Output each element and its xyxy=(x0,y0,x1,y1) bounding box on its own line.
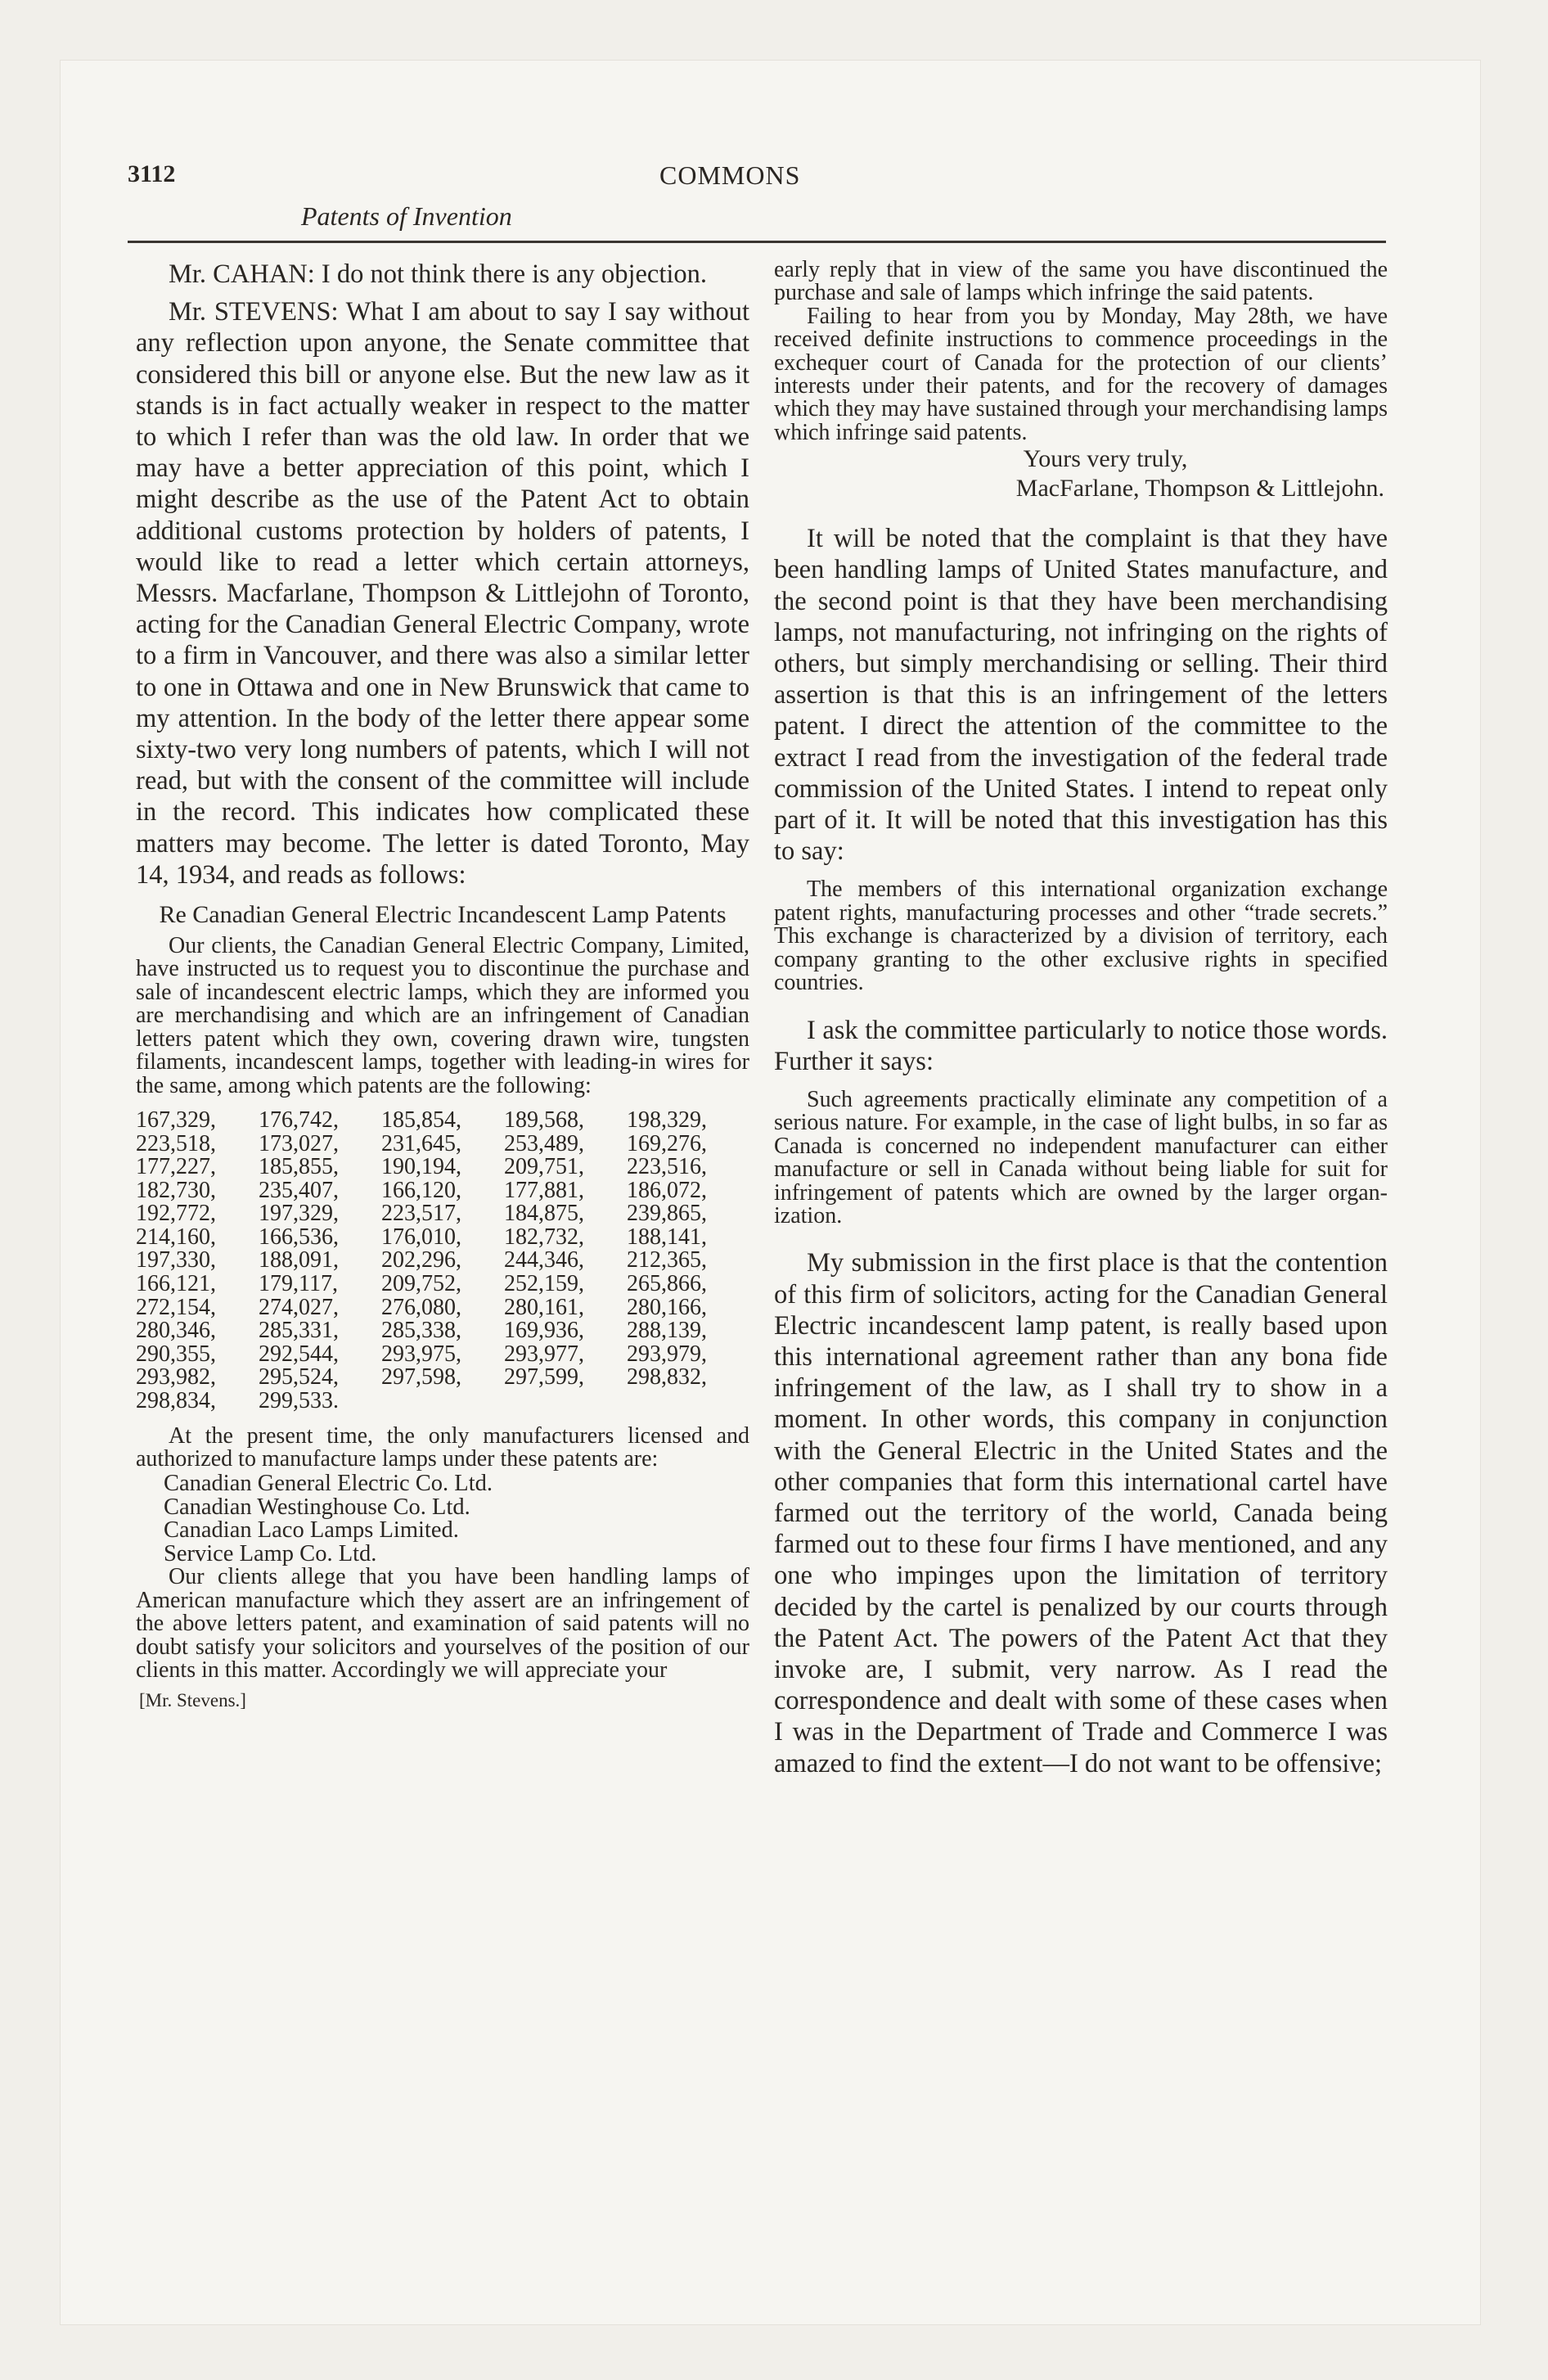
patent-number: 292,544, xyxy=(259,1341,339,1367)
licensee-item: Canadian General Electric Co. Ltd. xyxy=(164,1471,493,1497)
patent-number: 197,330, xyxy=(136,1247,216,1273)
patent-number: 166,120, xyxy=(381,1177,461,1203)
patent-number: 182,732, xyxy=(504,1224,584,1250)
quote-ftc-1: The members of this international organization exchange patent rights, manufacturing processes and other “trade secrets.” This exchange is characterized by a division of territory, each company granting to the other exclusive rights in specified countries. xyxy=(774,877,1388,996)
licensee-item: Service Lamp Co. Ltd. xyxy=(164,1540,377,1566)
patent-row xyxy=(136,1109,749,1133)
patent-number: 293,977, xyxy=(504,1341,584,1367)
letter-paragraph-4: Failing to hear from you by Monday, May 28th, we have received definite instructions to commence proceedings in the exchequer court of Canada for the protection of our clients’ interests under their patents, and for the recovery of damages which they may have sustained through your merchandising lamps which infringe said patents. xyxy=(774,303,1388,445)
running-head: COMMONS xyxy=(659,160,801,190)
patent-row xyxy=(136,1343,749,1367)
patent-number: 177,881, xyxy=(504,1177,584,1203)
letter-re-heading: Re Canadian General Electric Incandescent Lamp Patents xyxy=(159,901,727,929)
patent-number: 214,160, xyxy=(136,1224,216,1250)
patent-row xyxy=(136,1319,749,1343)
patent-number: 173,027, xyxy=(259,1130,339,1156)
letter-paragraph-3: Our clients allege that you have been handling lamps of American manufacture which they assert are an infringement of the above letters patent, and examination of said patents will no doubt satisfy your solicitors and yourselves of the position of our clients in this matter. Accordingly we will appreciate your xyxy=(136,1564,749,1684)
patent-row xyxy=(136,1366,749,1390)
patent-number: 188,091, xyxy=(259,1247,339,1273)
patent-number: 280,161, xyxy=(504,1294,584,1320)
patent-number: 197,329, xyxy=(259,1201,339,1227)
patent-number: 166,536, xyxy=(259,1224,339,1250)
patent-number: 244,346, xyxy=(504,1247,584,1273)
left-column xyxy=(136,259,749,1711)
patent-row xyxy=(136,1156,749,1179)
patent-number: 253,489, xyxy=(504,1130,584,1156)
patent-number: 179,117, xyxy=(259,1271,338,1297)
licensee-item: Canadian Laco Lamps Limited. xyxy=(164,1517,459,1544)
paragraph-stevens: Mr. STEVENS: What I am about to say I say without any reflection upon anyone, the Senate committee that considered this bill or anyone else. But the new law as it stands is in fact actually weaker in respect to the matter to which I refer than was the old law. In order that we may have a better appreciation of this point, which I might describe as the use of the Patent Act to obtain additional customs protection by holders of patents, I would like to read a letter which certain attorneys, Messrs. Macfarlane, Thompson & Littlejohn of Toronto, acting for the Canadian General Electric Company, wrote to a firm in Vancouver, and there was also a similar letter to one in Ottawa and one in New Brunswick that came to my attention. In the body of the letter there appear some sixty-two very long numbers of patents, which I will not read, but with the consent of the committee will include in the record. This indicates how complicated these matters may become. The letter is dated Toronto, May 14, 1934, and reads as follows: xyxy=(136,297,749,890)
patent-number: 184,875, xyxy=(504,1201,584,1227)
right-column xyxy=(774,259,1388,1779)
patent-numbers-table xyxy=(136,1109,749,1413)
patent-row xyxy=(136,1133,749,1156)
patent-number xyxy=(627,1390,749,1413)
patent-number xyxy=(381,1390,504,1413)
paragraph-complaint: It will be noted that the complaint is that they have been handling lamps of United States manufacture, and the second point is that they have been merchandising lamps, not manufacturing, not infringing on the rights of others, but simply merchandising or selling. Their third assertion is that this is an infringement of the letters patent. I direct the attention of the committee to the extract I read from the investigation of the federal trade commission of the United States. I intend to repeat only part of it. It will be noted that this investigation has this to say: xyxy=(774,524,1388,867)
patent-number: 293,979, xyxy=(627,1341,707,1367)
patent-number: 298,834, xyxy=(136,1388,216,1414)
patent-number: 188,141, xyxy=(627,1224,707,1250)
patent-number: 272,154, xyxy=(136,1294,216,1320)
patent-row xyxy=(136,1226,749,1250)
paragraph-submission: My submission in the first place is that the contention of this firm of solicitors, acting for the Canadian General Electric incandescent lamp patent, is really based upon this international agreement rather than any bona fide infringement of the law, as I shall try to show in a moment. In other words, this company in conjunction with the General Electric in the United States and the other companies that form this international cartel have farmed out the territory of the world, Canada being farmed out to these four firms I have mentioned, and any one who impinges upon the limitation of territory decided by the cartel is penalized by our courts through the Patent Act. The powers of the Patent Act that they invoke are, I submit, very narrow. As I read the correspondence and dealt with some of these cases when I was in the Department of Trade and Commerce I was amazed to find the extent—I do not want to be offensive; xyxy=(774,1248,1388,1778)
patent-number: 293,982, xyxy=(136,1364,216,1391)
patent-number: 169,276, xyxy=(627,1130,707,1156)
patent-number: 166,121, xyxy=(136,1271,216,1297)
patent-row xyxy=(136,1202,749,1226)
patent-number: 265,866, xyxy=(627,1271,707,1297)
licensee-item: Canadian Westinghouse Co. Ltd. xyxy=(164,1494,470,1520)
licensee-list xyxy=(136,1472,749,1566)
patent-number: 209,751, xyxy=(504,1154,584,1180)
patent-number: 212,365, xyxy=(627,1247,707,1273)
patent-number: 190,194, xyxy=(381,1154,461,1180)
patent-number: 235,407, xyxy=(259,1177,339,1203)
patent-row xyxy=(136,1249,749,1273)
patent-number: 285,338, xyxy=(381,1318,461,1344)
patent-number: 167,329, xyxy=(136,1107,216,1133)
letter-signature: MacFarlane, Thompson & Littlejohn. xyxy=(1015,475,1384,503)
patent-row xyxy=(136,1273,749,1296)
patent-number xyxy=(504,1390,627,1413)
letter-closing: Yours very truly, xyxy=(1023,445,1188,473)
patent-number: 185,855, xyxy=(259,1154,339,1180)
header-rule xyxy=(128,241,1386,243)
patent-number: 297,599, xyxy=(504,1364,584,1391)
patent-number: 209,752, xyxy=(381,1271,461,1297)
patent-row xyxy=(136,1179,749,1203)
patent-number: 223,518, xyxy=(136,1130,216,1156)
patent-number: 189,568, xyxy=(504,1107,584,1133)
patent-number: 223,517, xyxy=(381,1201,461,1227)
patent-number: 223,516, xyxy=(627,1154,707,1180)
patent-number: 274,027, xyxy=(259,1294,339,1320)
paragraph-notice: I ask the committee particularly to notice those words. Further it says: xyxy=(774,1015,1388,1076)
patent-number: 280,166, xyxy=(627,1294,707,1320)
patent-number: 185,854, xyxy=(381,1107,461,1133)
patent-number: 198,329, xyxy=(627,1107,707,1133)
patent-number: 290,355, xyxy=(136,1341,216,1367)
patent-number: 285,331, xyxy=(259,1318,339,1344)
patent-number: 177,227, xyxy=(136,1154,216,1180)
patent-number: 299,533. xyxy=(259,1388,339,1414)
section-subtitle: Patents of Invention xyxy=(301,201,512,231)
patent-number: 252,159, xyxy=(504,1271,584,1297)
speaker-credit: [Mr. Stevens.] xyxy=(139,1690,246,1711)
patent-number: 276,080, xyxy=(381,1294,461,1320)
patent-number: 280,346, xyxy=(136,1318,216,1344)
page-header xyxy=(128,160,1386,250)
patent-number: 231,645, xyxy=(381,1130,461,1156)
patent-number: 169,936, xyxy=(504,1318,584,1344)
patent-number: 293,975, xyxy=(381,1341,461,1367)
patent-number: 297,598, xyxy=(381,1364,461,1391)
patent-row xyxy=(136,1296,749,1320)
patent-number: 288,139, xyxy=(627,1318,707,1344)
patent-number: 176,742, xyxy=(259,1107,339,1133)
patent-number: 192,772, xyxy=(136,1201,216,1227)
patent-row xyxy=(136,1390,749,1413)
patent-number: 186,072, xyxy=(627,1177,707,1203)
patent-number: 176,010, xyxy=(381,1224,461,1250)
letter-paragraph-2: At the present time, the only manufacturers licensed and authorized to manufacture lamps under these patents are: xyxy=(136,1422,749,1472)
letter-continuation: early reply that in view of the same you have discontinued the purchase and sale of lamps which infringe the said patents. xyxy=(774,257,1388,306)
patent-number: 298,832, xyxy=(627,1364,707,1391)
paragraph-cahan: Mr. CAHAN: I do not think there is any objection. xyxy=(169,259,708,289)
patent-number: 239,865, xyxy=(627,1201,707,1227)
page-number: 3112 xyxy=(128,160,176,187)
quote-ftc-2: Such agreements practically eliminate any competition of a serious nature. For example, in the case of light bulbs, in so far as Canada is concerned no independent manufacturer can either manufacture or sell in Canada without being liable for suit for infringement of patents which are owned by the larger organization. xyxy=(774,1086,1388,1228)
patent-number: 182,730, xyxy=(136,1177,216,1203)
patent-number: 202,296, xyxy=(381,1247,461,1273)
patent-number: 295,524, xyxy=(259,1364,339,1391)
letter-paragraph-1: Our clients, the Canadian General Electric Company, Limited, have instructed us to request you to discontinue the purchase and sale of incandescent electric lamps, which they are informed you are merchandising and which are an infringement of Canadian letters patent which they own, covering drawn wire, tungsten filaments, incandescent lamps, together with leading-in wires for the same, among which patents are the following: xyxy=(136,933,749,1098)
